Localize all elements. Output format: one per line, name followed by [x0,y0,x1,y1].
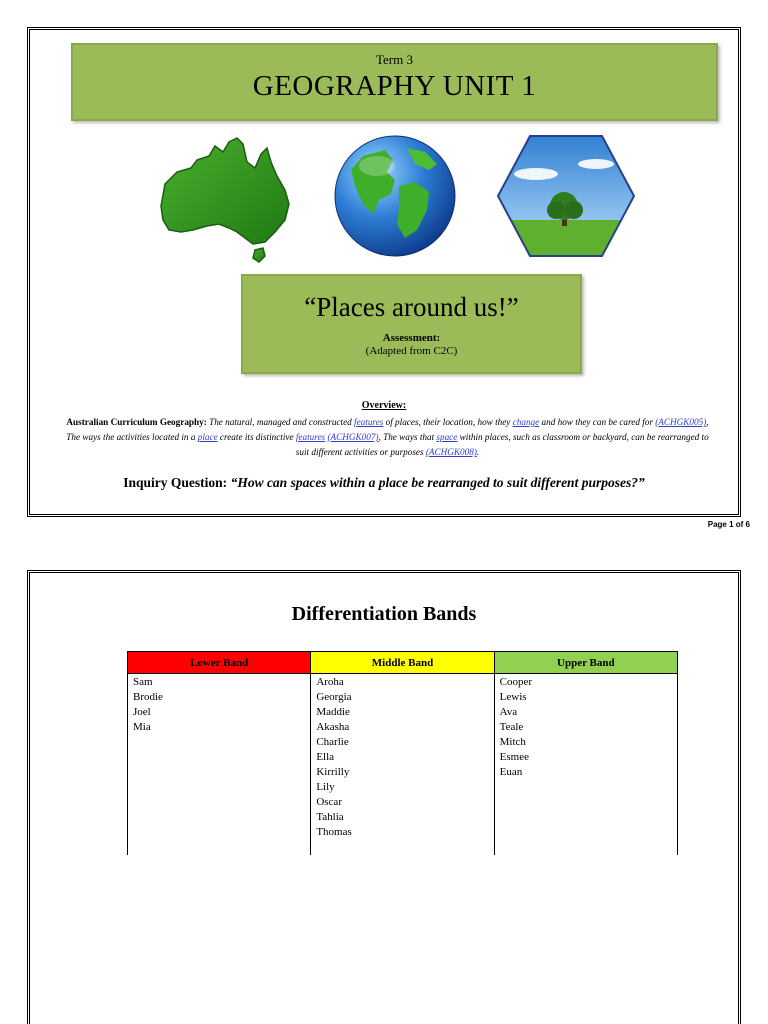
list-item: Thomas [316,826,352,838]
field-tree-icon [496,134,636,258]
title-banner [71,43,718,121]
overview-text-5: create its distinctive [217,432,296,442]
overview-text-2: of places, their location, how they [383,417,513,427]
list-item: Teale [499,721,524,733]
link-features-2[interactable]: features [295,432,326,442]
list-item: Esmee [499,751,529,763]
page-1 [27,27,741,517]
overview-text-4: , The ways the activities located in a [66,417,709,442]
list-item: Sam [133,676,153,688]
list-item: Tahlia [316,811,344,823]
link-space[interactable]: space [436,432,458,442]
differentiation-title: Differentiation Bands [291,603,477,625]
list-item: Brodie [133,691,163,703]
middle-band-list [311,674,494,855]
middle-band-header: Middle Band [311,652,494,674]
inquiry-text: “How can spaces within a place be rearranged to suit different purposes?” [230,475,645,490]
assessment-label: Assessment: [382,332,441,344]
list-item: Maddie [316,706,350,718]
overview-text-1: The natural, managed and constructed [206,417,355,427]
inquiry-label: Inquiry Question: [123,475,228,490]
upper-band-header: Upper Band [494,652,677,674]
link-achgk008[interactable]: (ACHGK008) [425,447,477,457]
link-features[interactable]: features [354,417,384,427]
lower-band-list [128,674,311,855]
places-title: “Places around us!” [304,292,519,322]
list-item: Georgia [316,691,352,703]
page-number: Page 1 of 6 [707,520,750,529]
places-banner [241,274,582,374]
list-item: Charlie [316,736,349,748]
bands-table [127,651,678,855]
list-item: Joel [133,706,151,718]
assessment-source: (Adapted from C2C) [365,345,458,357]
overview-text-9: . [476,447,480,457]
overview-text-8: within places, such as classroom or backyard, can be rearranged to suit different activities or purposes [295,432,709,457]
globe-icon [333,134,457,258]
list-item: Lily [316,781,335,793]
list-item: Mia [133,721,151,733]
link-place[interactable]: place [197,432,218,442]
term-label: Term 3 [376,52,413,67]
australia-map-icon [157,132,295,264]
unit-title: GEOGRAPHY UNIT 1 [252,70,537,102]
link-change[interactable]: change [512,417,540,427]
overview-lead: Australian Curriculum Geography: [66,417,207,427]
overview-text [60,415,715,460]
list-item: Oscar [316,796,342,808]
list-item: Akasha [316,721,350,733]
inquiry-question [30,475,738,491]
upper-band-list [494,674,677,855]
overview-text-3: and how they can be cared for [539,417,656,427]
list-item: Aroha [316,676,344,688]
link-achgk007[interactable]: (ACHGK007) [327,432,379,442]
list-item: Lewis [499,691,527,703]
list-item: Mitch [499,736,526,748]
link-achgk005[interactable]: (ACHGK005) [655,417,707,427]
list-item: Kirrilly [316,766,350,778]
list-item: Ella [316,751,335,763]
overview-heading: Overview: [361,400,407,411]
page-2 [27,570,741,1024]
overview-text-7: , The ways that [378,432,437,442]
list-item: Ava [499,706,518,718]
lower-band-header: Lower Band [128,652,311,674]
list-item: Euan [499,766,523,778]
list-item: Cooper [499,676,533,688]
